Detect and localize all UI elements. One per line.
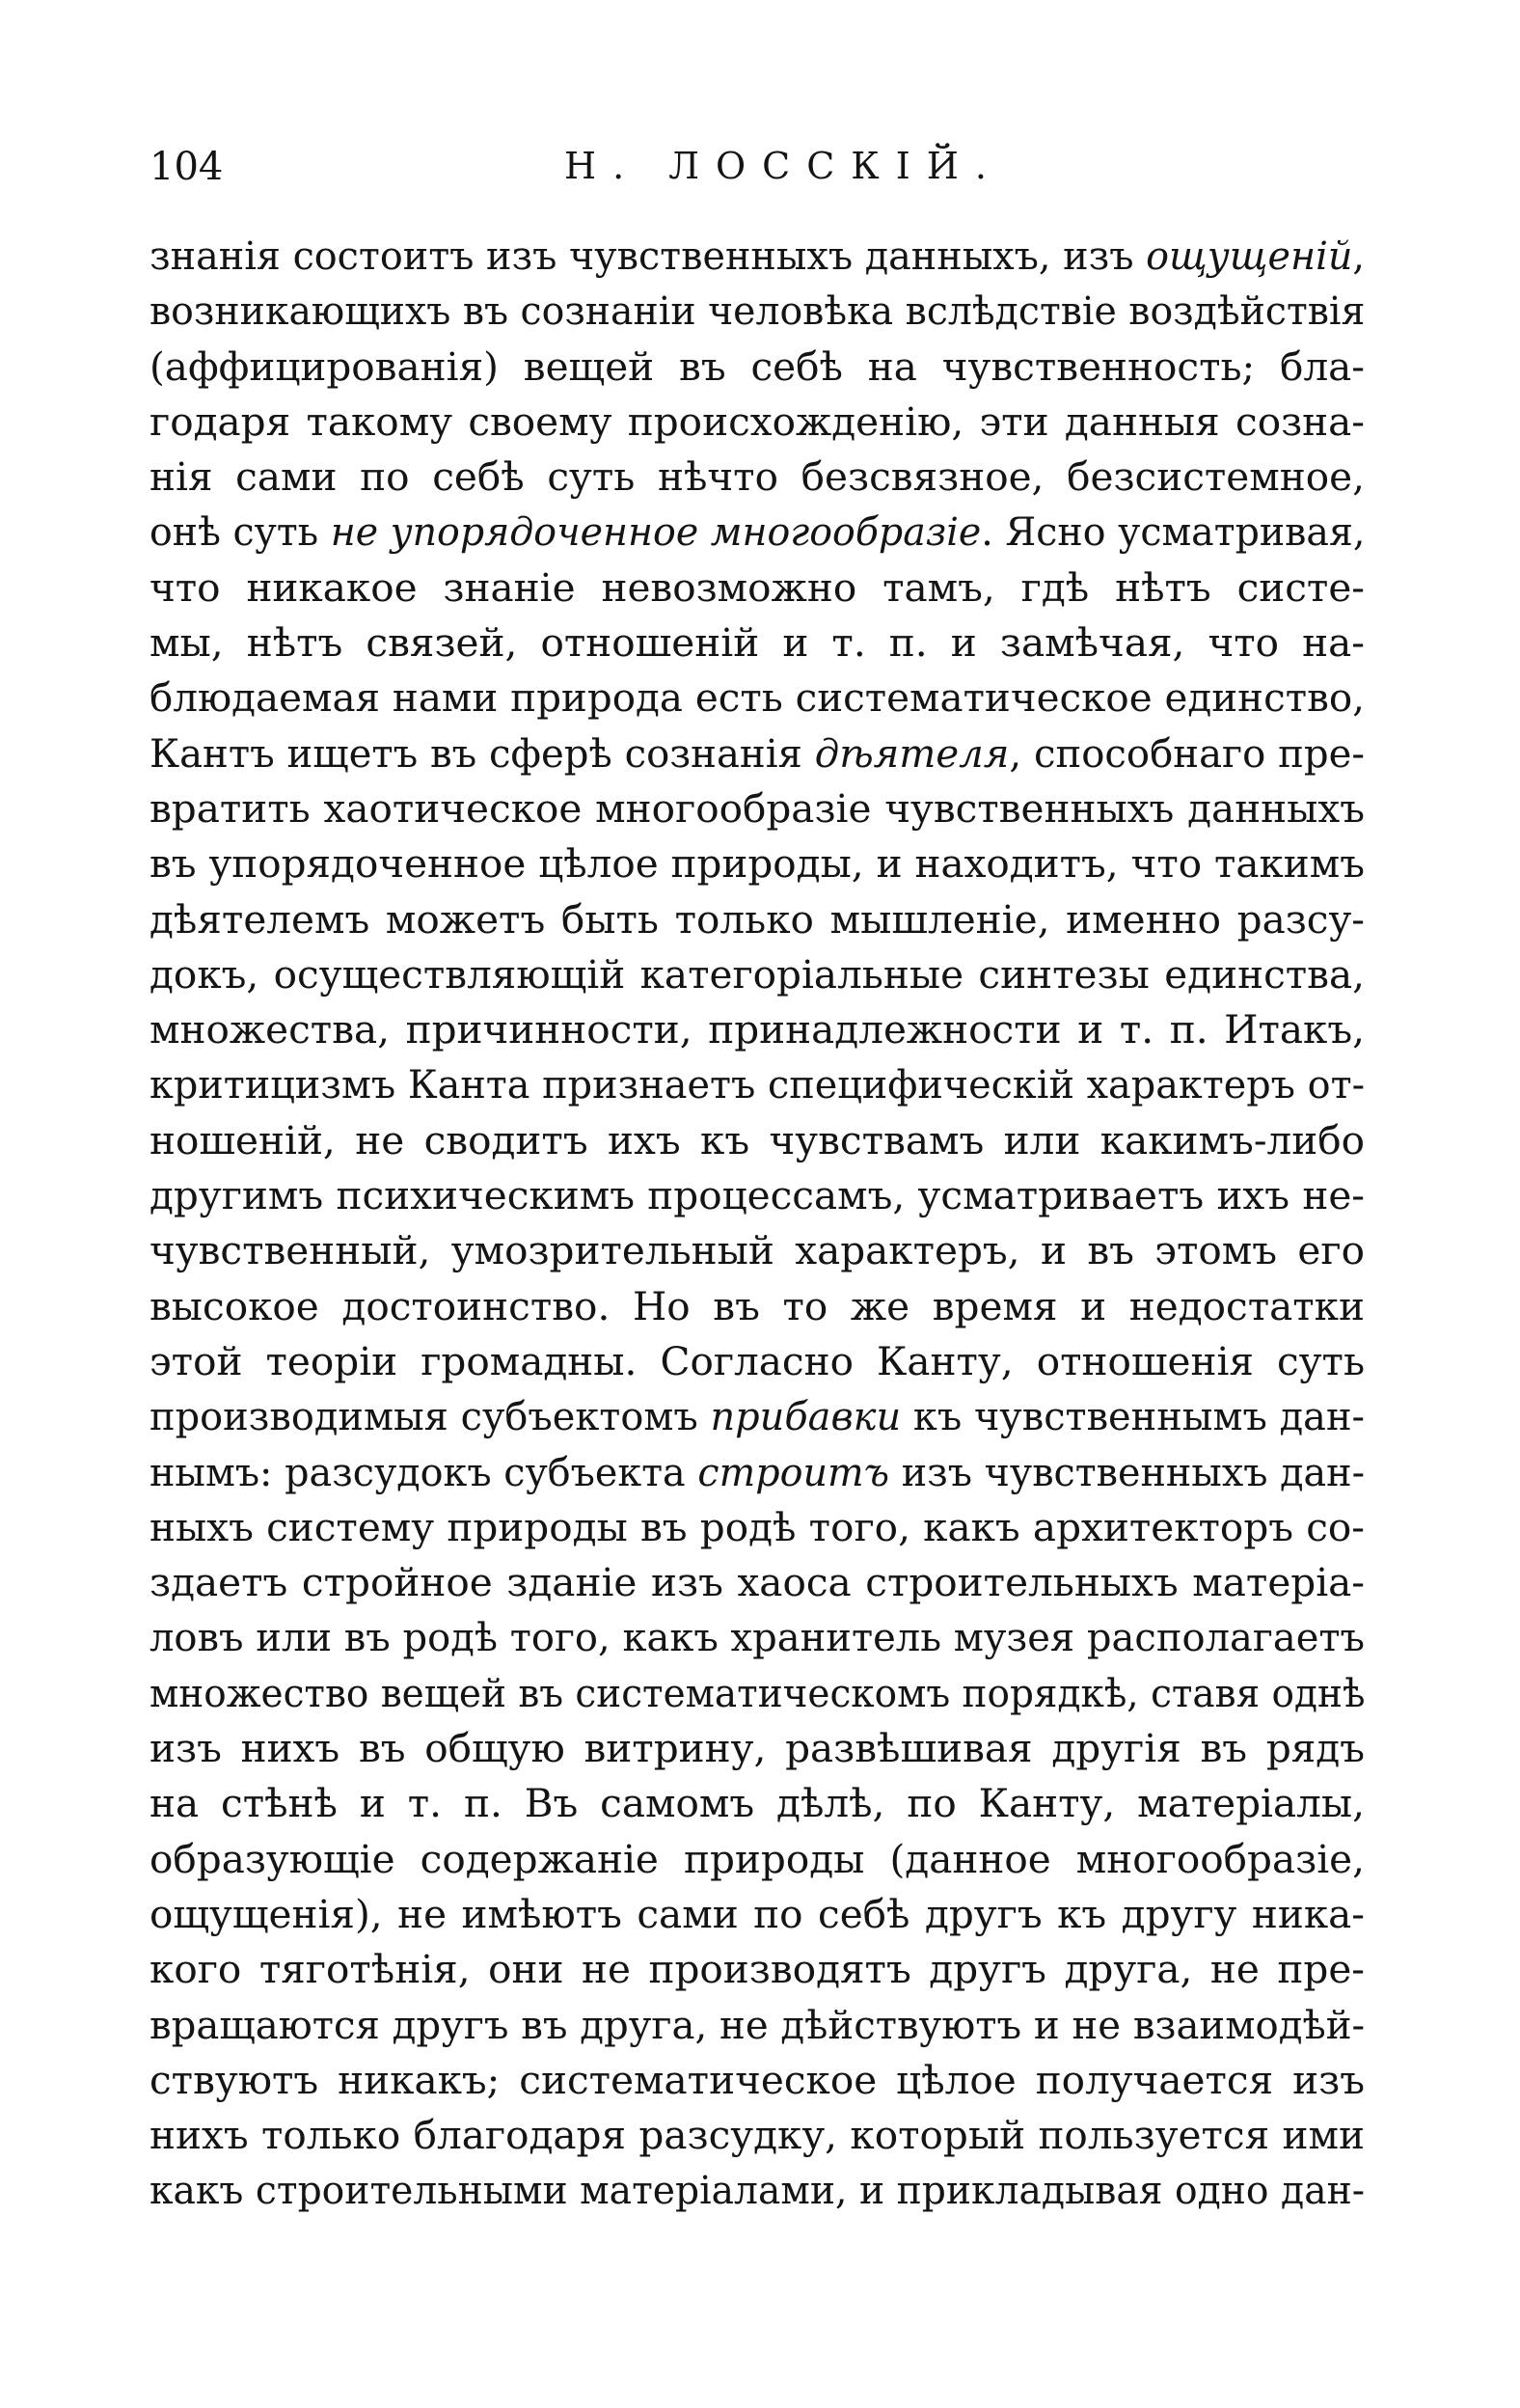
text-segment: вращаются другъ въ друга, не дѣйствуютъ и не взаимодѣй- [149,2001,1365,2048]
italic-text-segment: дѣятеля [814,729,1010,777]
text-line [149,1832,1365,1887]
page-header [149,145,1374,203]
page-number: 104 [149,145,224,189]
text-line [149,2108,1365,2163]
text-segment: возникающихъ въ сознаніи человѣка вслѣдствіе воздѣйствія [149,287,1365,335]
text-segment: Кантъ ищетъ въ сферѣ сознанія [149,729,815,777]
italic-text-segment: ощущеній [1146,233,1353,279]
text-segment: годаря такому своему происхожденію, эти данныя созна- [149,397,1365,445]
text-segment: ощущенія), не имѣютъ сами по себѣ другъ къ другу ника- [149,1890,1365,1937]
text-segment: критицизмъ Канта признаетъ специфическій характеръ от- [149,1061,1365,1108]
text-segment: , способнаго пре- [1009,729,1365,777]
text-line [149,229,1365,284]
text-line [149,1555,1365,1610]
text-line [149,1610,1365,1665]
text-line [149,1500,1365,1555]
text-segment: нихъ только благодаря разсудку, который пользуется ими [149,2112,1365,2159]
text-line [149,726,1365,781]
text-line [149,1998,1365,2053]
text-segment: ствуютъ никакъ; систематическое цѣлое получается изъ [149,2056,1365,2103]
text-segment: ношеній, не сводитъ ихъ къ чувствамъ или какимъ-либо [149,1116,1365,1163]
text-line [149,1389,1365,1444]
italic-text-segment: строитъ [697,1448,890,1495]
text-segment: знанія состоитъ изъ чувственныхъ данныхъ, изъ [149,233,1147,279]
text-segment: образующіе содержаніе природы (данное многообразіе, [149,1835,1365,1882]
text-line [149,1279,1365,1334]
text-line [149,1057,1365,1112]
text-line [149,892,1365,947]
text-segment: вратить хаотическое многообразіе чувственныхъ данныхъ [149,784,1365,832]
text-segment: блюдаемая нами природа есть систематическое единство, [149,674,1365,722]
text-line [149,1002,1365,1057]
text-line [149,2053,1365,2108]
text-line [149,284,1365,339]
text-segment: кого тяготѣнія, они не производятъ другъ друга, не пре- [149,1946,1365,1993]
text-line [149,947,1365,1002]
text-segment: дѣятелемъ можетъ быть только мышленіе, именно разсу- [149,895,1365,943]
text-segment: онѣ суть [149,508,331,556]
text-line [149,450,1365,505]
text-segment: этой теоріи громадны. Согласно Канту, отношенія суть [149,1337,1365,1384]
text-line [149,1776,1365,1831]
text-line [149,1334,1365,1389]
text-segment: ловъ или въ родѣ того, какъ хранитель музея располагаетъ [149,1614,1365,1661]
text-segment: здаетъ стройное зданіе изъ хаоса строительныхъ матеріа- [149,1559,1365,1606]
text-line [149,1721,1365,1776]
text-line [149,670,1365,725]
text-segment: докъ, осуществляющій категоріальные синтезы единства, [149,950,1365,998]
text-line [149,561,1365,616]
text-segment: изъ чувственныхъ дан- [889,1448,1365,1495]
text-line [149,1887,1365,1942]
italic-text-segment: прибавки [710,1393,902,1440]
text-line [149,781,1365,836]
text-line [149,2163,1365,2218]
text-segment: чувственный, умозрительный характеръ, и въ этомъ его [149,1227,1365,1274]
text-line [149,836,1365,891]
text-segment: къ чувственнымъ дан- [901,1393,1365,1440]
text-segment: . Ясно усматривая, [981,508,1365,556]
body-text [149,229,1365,2219]
text-segment: множества, причинности, принадлежности и т. п. Итакъ, [149,1006,1365,1054]
text-segment: мы, нѣтъ связей, отношеній и т. п. и замѣчая, что на- [149,619,1365,667]
text-segment: производимыя субъектомъ [149,1393,711,1440]
text-segment: множество вещей въ систематическомъ порядкѣ, ставя однѣ [149,1669,1365,1716]
text-segment: что никакое знаніе невозможно тамъ, гдѣ нѣтъ систе- [149,563,1365,611]
text-segment: ныхъ систему природы въ родѣ того, какъ архитекторъ со- [149,1503,1365,1550]
text-segment: нымъ: разсудокъ субъекта [149,1448,698,1495]
text-segment: , [1352,233,1365,279]
text-line [149,1445,1365,1500]
text-line [149,1168,1365,1223]
text-segment: другимъ психическимъ процессамъ, усматриваетъ ихъ не- [149,1172,1365,1219]
italic-text-segment: не упорядоченное многообразіе [330,508,982,556]
text-line [149,1113,1365,1168]
text-line [149,505,1365,560]
text-segment: нія сами по себѣ суть нѣчто безсвязное, безсистемное, [149,453,1365,501]
text-segment: (аффицированія) вещей въ себѣ на чувственность; бла- [149,342,1365,390]
text-segment: на стѣнѣ и т. п. Въ самомъ дѣлѣ, по Канту, матеріалы, [149,1780,1365,1827]
text-segment: какъ строительными матеріалами, и прикладывая одно дан- [149,2167,1365,2214]
text-segment: въ упорядоченное цѣлое природы, и находитъ, что такимъ [149,840,1365,888]
running-title: Н. ЛОССКІЙ. [564,145,1003,187]
text-line [149,395,1365,450]
text-line [149,1942,1365,1997]
text-line [149,616,1365,670]
text-line [149,1223,1365,1278]
text-line [149,340,1365,395]
text-line [149,1666,1365,1721]
text-segment: изъ нихъ въ общую витрину, развѣшивая другія въ рядъ [149,1725,1365,1772]
text-segment: высокое достоинство. Но въ то же время и недостатки [149,1282,1365,1329]
